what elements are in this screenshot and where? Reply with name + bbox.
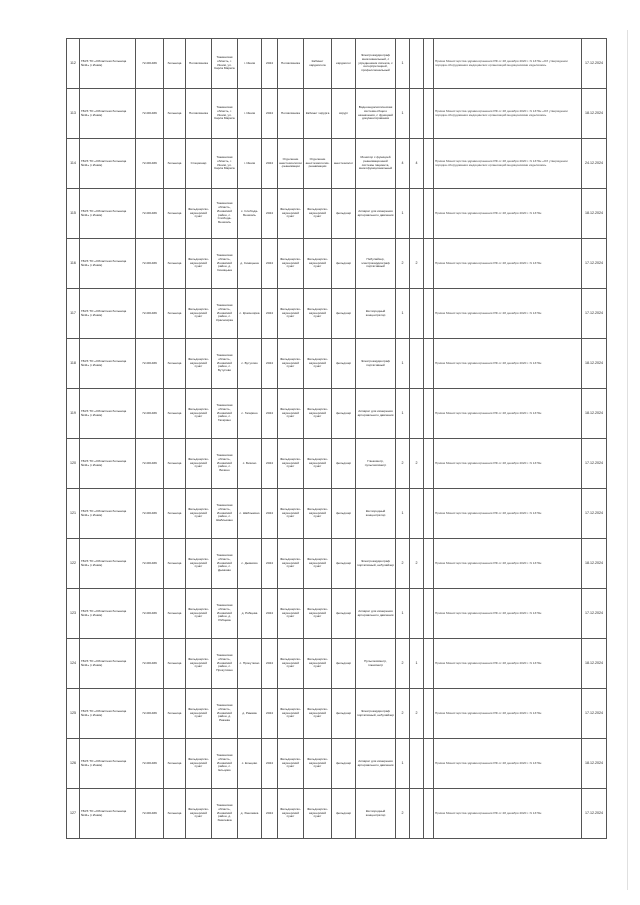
cell-date: 17.12.2024 (582, 239, 607, 289)
cell-department: Фельдшерско-акушерский пункт (278, 439, 304, 489)
cell-org-type: больница (164, 289, 186, 339)
cell-date: 18.12.2024 (582, 339, 607, 389)
cell-room: Фельдшерско-акушерский пункт (304, 739, 332, 789)
cell-address: Тюменская область, Ишимский район, с. Гагарино (212, 389, 238, 439)
cell-room: Фельдшерско-акушерский пункт (304, 439, 332, 489)
cell-quantity-2 (410, 589, 424, 639)
cell-org-name: ГБУЗ ТО «Областная больница №11» (г.Ишим) (80, 439, 136, 489)
cell-legal-basis: Приказ Министерства здравоохранения РФ от 28 декабря 2020 г. N 1379н «Об утверждении порядка оборудования медицинских организаций медицинскими изделиями» (434, 89, 582, 139)
cell-position: фельдшер (332, 439, 356, 489)
table-row (67, 639, 607, 689)
cell-org-name: ГБУЗ ТО «Областная больница №11» (г.Ишим) (80, 539, 136, 589)
cell-blank (424, 189, 434, 239)
cell-org-name: ГБУЗ ТО «Областная больница №11» (г.Ишим) (80, 639, 136, 689)
cell-locality: д. Хмелевка (238, 789, 262, 839)
cell-locality: с. Гагарино (238, 389, 262, 439)
cell-quantity: 1 (396, 39, 410, 89)
cell-org-name: ГБУЗ ТО «Областная больница №11» (г.Ишим) (80, 689, 136, 739)
cell-org-code: 72-001466 (136, 289, 164, 339)
cell-equipment: Аппарат для измерения артериального давления (356, 389, 396, 439)
cell-blank (424, 739, 434, 789)
cell-room: Отделение анестезиологии-реанимации (304, 139, 332, 189)
cell-quantity-2: 2 (410, 239, 424, 289)
cell-org-code: 72-001466 (136, 189, 164, 239)
cell-subdivision: Фельдшерско-акушерский пункт (186, 489, 212, 539)
table-row (67, 489, 607, 539)
cell-department: Фельдшерско-акушерский пункт (278, 639, 304, 689)
cell-equipment: Электрокардиограф многоканальный, с усреднением сигнала, с интерпретацией, профессиональный (356, 39, 396, 89)
cell-org-type: больница (164, 239, 186, 289)
cell-org-type: больница (164, 389, 186, 439)
cell-year: 2024 (262, 239, 278, 289)
cell-quantity-2: 4 (410, 139, 424, 189)
table-row (67, 139, 607, 189)
cell-room: Кабинет хирурга (304, 89, 332, 139)
cell-subdivision: Фельдшерско-акушерский пункт (186, 689, 212, 739)
cell-address: Тюменская область, Ишимский район, с. Прокуткино (212, 639, 238, 689)
cell-year: 2024 (262, 789, 278, 839)
cell-legal-basis: Приказ Министерства здравоохранения РФ от 28 декабря 2020 г. N 1379н (434, 189, 582, 239)
cell-position: фельдшер (332, 539, 356, 589)
cell-locality: с. Прокуткино (238, 639, 262, 689)
cell-department: Фельдшерско-акушерский пункт (278, 789, 304, 839)
cell-org-type: больница (164, 739, 186, 789)
cell-quantity: 2 (396, 789, 410, 839)
cell-org-type: больница (164, 189, 186, 239)
cell-org-name: ГБУЗ ТО «Областная больница №11» (г.Ишим) (80, 589, 136, 639)
cell-subdivision: Фельдшерско-акушерский пункт (186, 789, 212, 839)
cell-address: Тюменская область, Ишимский район, с. Бутусово (212, 339, 238, 389)
cell-date: 17.12.2024 (582, 489, 607, 539)
cell-address: Тюменская область, Ишимский район, д. Ражева (212, 689, 238, 739)
cell-org-code: 72-001466 (136, 639, 164, 689)
cell-quantity-2: 2 (410, 689, 424, 739)
cell-blank (424, 89, 434, 139)
cell-equipment: Небулайзер, электрокардиограф портативный (356, 239, 396, 289)
cell-department: Фельдшерско-акушерский пункт (278, 189, 304, 239)
cell-row-number: 117 (67, 289, 80, 339)
cell-blank (424, 489, 434, 539)
cell-date: 17.12.2024 (582, 39, 607, 89)
cell-equipment: Глюкометр, пульсоксиметр (356, 439, 396, 489)
cell-equipment: Электрокардиограф портативный, небулайзер (356, 689, 396, 739)
cell-year: 2024 (262, 639, 278, 689)
cell-legal-basis: Приказ Министерства здравоохранения РФ от 28 декабря 2020 г. N 1379н «Об утверждении порядка оборудования медицинских организаций медицинскими изделиями» (434, 39, 582, 89)
cell-blank (424, 139, 434, 189)
cell-quantity: 1 (396, 189, 410, 239)
cell-org-name: ГБУЗ ТО «Областная больница №11» (г.Ишим) (80, 289, 136, 339)
cell-year: 2024 (262, 139, 278, 189)
cell-row-number: 112 (67, 39, 80, 89)
cell-org-code: 72-001466 (136, 439, 164, 489)
cell-row-number: 116 (67, 239, 80, 289)
cell-date: 17.12.2024 (582, 289, 607, 339)
cell-subdivision: Фельдшерско-акушерский пункт (186, 589, 212, 639)
cell-org-type: больница (164, 589, 186, 639)
cell-row-number: 126 (67, 739, 80, 789)
cell-org-name: ГБУЗ ТО «Областная больница №11» (г.Ишим) (80, 789, 136, 839)
cell-equipment: Аппарат для измерения артериального давления (356, 739, 396, 789)
cell-equipment: Кислородный концентратор (356, 289, 396, 339)
cell-address: Тюменская область, Ишимский район, с. Красноярка (212, 289, 238, 339)
cell-org-code: 72-001466 (136, 389, 164, 439)
cell-equipment: Электрокардиограф портативный (356, 339, 396, 389)
cell-locality: д. Ражева (238, 689, 262, 739)
cell-org-type: больница (164, 39, 186, 89)
cell-org-type: больница (164, 689, 186, 739)
cell-position: фельдшер (332, 489, 356, 539)
cell-org-code: 72-001466 (136, 789, 164, 839)
cell-quantity: 2 (396, 539, 410, 589)
cell-row-number: 113 (67, 89, 80, 139)
cell-department: Фельдшерско-акушерский пункт (278, 739, 304, 789)
cell-row-number: 124 (67, 639, 80, 689)
cell-org-type: больница (164, 639, 186, 689)
cell-department: Фельдшерско-акушерский пункт (278, 389, 304, 439)
cell-position: фельдшер (332, 389, 356, 439)
cell-department: Отделение анестезиологии-реанимации (278, 139, 304, 189)
cell-address: Тюменская область, г. Ишим, ул. Карла Маркса (212, 39, 238, 89)
cell-org-name: ГБУЗ ТО «Областная больница №11» (г.Ишим) (80, 39, 136, 89)
cell-year: 2024 (262, 739, 278, 789)
cell-date: 18.12.2024 (582, 639, 607, 689)
cell-subdivision: Фельдшерско-акушерский пункт (186, 289, 212, 339)
cell-legal-basis: Приказ Министерства здравоохранения РФ от 28 декабря 2020 г. N 1379н (434, 289, 582, 339)
cell-locality: д. Синицына (238, 239, 262, 289)
cell-subdivision: Фельдшерско-акушерский пункт (186, 239, 212, 289)
table-row (67, 239, 607, 289)
cell-subdivision: Поликлиника (186, 89, 212, 139)
cell-row-number: 120 (67, 439, 80, 489)
cell-department: Фельдшерско-акушерский пункт (278, 289, 304, 339)
cell-quantity: 2 (396, 439, 410, 489)
cell-equipment: Кислородный концентратор (356, 489, 396, 539)
cell-subdivision: Фельдшерско-акушерский пункт (186, 739, 212, 789)
cell-position: фельдшер (332, 339, 356, 389)
cell-legal-basis: Приказ Министерства здравоохранения РФ от 28 декабря 2020 г. N 1379н (434, 439, 582, 489)
cell-subdivision: Фельдшерско-акушерский пункт (186, 439, 212, 489)
cell-subdivision: Фельдшерско-акушерский пункт (186, 339, 212, 389)
cell-subdivision: Фельдшерско-акушерский пункт (186, 389, 212, 439)
cell-room: Фельдшерско-акушерский пункт (304, 289, 332, 339)
cell-locality: д. Рябцева (238, 589, 262, 639)
cell-blank (424, 439, 434, 489)
cell-equipment: Аппарат для измерения артериального давления (356, 189, 396, 239)
cell-date: 17.12.2024 (582, 789, 607, 839)
cell-blank (424, 689, 434, 739)
cell-org-type: больница (164, 789, 186, 839)
cell-legal-basis: Приказ Министерства здравоохранения РФ от 28 декабря 2020 г. N 1379н (434, 589, 582, 639)
cell-blank (424, 39, 434, 89)
cell-position: фельдшер (332, 289, 356, 339)
cell-org-name: ГБУЗ ТО «Областная больница №11» (г.Ишим) (80, 139, 136, 189)
cell-position: хирург (332, 89, 356, 139)
cell-quantity-2 (410, 89, 424, 139)
cell-locality: с. Бизино (238, 439, 262, 489)
cell-department: Фельдшерско-акушерский пункт (278, 489, 304, 539)
cell-position: фельдшер (332, 689, 356, 739)
cell-quantity: 1 (396, 739, 410, 789)
table-row (67, 339, 607, 389)
cell-year: 2024 (262, 489, 278, 539)
cell-room: Фельдшерско-акушерский пункт (304, 389, 332, 439)
cell-address: Тюменская область, Ишимский район, д. Хмелевка (212, 789, 238, 839)
cell-row-number: 127 (67, 789, 80, 839)
table-row (67, 389, 607, 439)
cell-position: фельдшер (332, 589, 356, 639)
cell-subdivision: Фельдшерско-акушерский пункт (186, 189, 212, 239)
cell-org-code: 72-001466 (136, 489, 164, 539)
cell-quantity-2: 2 (410, 439, 424, 489)
cell-room: Фельдшерско-акушерский пункт (304, 789, 332, 839)
cell-legal-basis: Приказ Министерства здравоохранения РФ от 28 декабря 2020 г. N 1379н (434, 389, 582, 439)
cell-blank (424, 639, 434, 689)
cell-locality: с. Слобода-Бешкиль (238, 189, 262, 239)
cell-room: Фельдшерско-акушерский пункт (304, 189, 332, 239)
cell-department: Фельдшерско-акушерский пункт (278, 539, 304, 589)
cell-org-name: ГБУЗ ТО «Областная больница №11» (г.Ишим) (80, 339, 136, 389)
cell-org-code: 72-001466 (136, 539, 164, 589)
cell-quantity: 1 (396, 589, 410, 639)
cell-address: Тюменская область, Ишимский район, с. Шаблыкино (212, 489, 238, 539)
cell-quantity-2 (410, 789, 424, 839)
cell-year: 2024 (262, 339, 278, 389)
cell-quantity: 2 (396, 639, 410, 689)
cell-date: 18.12.2024 (582, 189, 607, 239)
cell-legal-basis: Приказ Министерства здравоохранения РФ от 28 декабря 2020 г. N 1379н (434, 489, 582, 539)
cell-address: Тюменская область, Ишимский район, с. Дымково (212, 539, 238, 589)
cell-address: Тюменская область, г. Ишим, ул. Карла Маркса (212, 139, 238, 189)
cell-quantity: 4 (396, 139, 410, 189)
cell-room: Фельдшерско-акушерский пункт (304, 239, 332, 289)
scan-edge (627, 30, 628, 890)
cell-locality: г. Ишим (238, 139, 262, 189)
cell-date: 24.12.2024 (582, 139, 607, 189)
cell-room: Фельдшерско-акушерский пункт (304, 589, 332, 639)
cell-department: Фельдшерско-акушерский пункт (278, 689, 304, 739)
cell-date: 18.12.2024 (582, 539, 607, 589)
cell-address: Тюменская область, Ишимский район, с. Слобода-Бешкиль (212, 189, 238, 239)
cell-year: 2024 (262, 439, 278, 489)
cell-year: 2024 (262, 539, 278, 589)
cell-blank (424, 389, 434, 439)
cell-department: Фельдшерско-акушерский пункт (278, 589, 304, 639)
cell-year: 2024 (262, 289, 278, 339)
table-row (67, 539, 607, 589)
table-row (67, 689, 607, 739)
cell-row-number: 122 (67, 539, 80, 589)
cell-position: фельдшер (332, 189, 356, 239)
cell-subdivision: Поликлиника (186, 39, 212, 89)
cell-equipment: Кислородный концентратор (356, 789, 396, 839)
cell-locality: с. Красноярка (238, 289, 262, 339)
table-row (67, 39, 607, 89)
cell-year: 2024 (262, 389, 278, 439)
cell-org-code: 72-001466 (136, 739, 164, 789)
cell-blank (424, 789, 434, 839)
cell-department: Фельдшерско-акушерский пункт (278, 339, 304, 389)
cell-legal-basis: Приказ Министерства здравоохранения РФ от 28 декабря 2020 г. N 1379н (434, 339, 582, 389)
cell-legal-basis: Приказ Министерства здравоохранения РФ от 28 декабря 2020 г. N 1379н (434, 539, 582, 589)
cell-quantity-2: 1 (410, 639, 424, 689)
cell-org-code: 72-001466 (136, 239, 164, 289)
cell-position: анестезиолог (332, 139, 356, 189)
cell-legal-basis: Приказ Министерства здравоохранения РФ от 28 декабря 2020 г. N 1379н (434, 789, 582, 839)
document-page (66, 38, 606, 896)
cell-subdivision: Фельдшерско-акушерский пункт (186, 539, 212, 589)
cell-legal-basis: Приказ Министерства здравоохранения РФ от 28 декабря 2020 г. N 1379н (434, 689, 582, 739)
cell-equipment: Электрокардиограф портативный, небулайзер (356, 539, 396, 589)
table-body (67, 39, 607, 839)
cell-equipment: Пульсоксиметр, глюкометр (356, 639, 396, 689)
cell-org-name: ГБУЗ ТО «Областная больница №11» (г.Ишим) (80, 489, 136, 539)
cell-legal-basis: Приказ Министерства здравоохранения РФ от 28 декабря 2020 г. N 1379н (434, 239, 582, 289)
cell-blank (424, 589, 434, 639)
cell-quantity: 1 (396, 389, 410, 439)
cell-room: Фельдшерско-акушерский пункт (304, 639, 332, 689)
cell-address: Тюменская область, Ишимский район, с. Ельцово (212, 739, 238, 789)
cell-position: фельдшер (332, 639, 356, 689)
cell-org-name: ГБУЗ ТО «Областная больница №11» (г.Ишим) (80, 189, 136, 239)
cell-year: 2024 (262, 39, 278, 89)
cell-year: 2024 (262, 189, 278, 239)
cell-blank (424, 289, 434, 339)
cell-quantity: 1 (396, 89, 410, 139)
cell-department: Фельдшерско-акушерский пункт (278, 239, 304, 289)
cell-address: Тюменская область, Ишимский район, д. Рябцева (212, 589, 238, 639)
cell-room: Фельдшерско-акушерский пункт (304, 339, 332, 389)
table-row (67, 289, 607, 339)
cell-room: Фельдшерско-акушерский пункт (304, 489, 332, 539)
cell-year: 2024 (262, 689, 278, 739)
cell-row-number: 125 (67, 689, 80, 739)
cell-org-name: ГБУЗ ТО «Областная больница №11» (г.Ишим) (80, 239, 136, 289)
cell-position: кардиолог (332, 39, 356, 89)
cell-date: 18.12.2024 (582, 389, 607, 439)
table-row (67, 739, 607, 789)
cell-org-type: больница (164, 89, 186, 139)
cell-blank (424, 539, 434, 589)
cell-subdivision: Стационар (186, 139, 212, 189)
cell-blank (424, 239, 434, 289)
table-row (67, 789, 607, 839)
cell-row-number: 119 (67, 389, 80, 439)
cell-org-type: больница (164, 439, 186, 489)
cell-locality: г. Ишим (238, 89, 262, 139)
cell-quantity: 1 (396, 289, 410, 339)
cell-row-number: 115 (67, 189, 80, 239)
cell-row-number: 121 (67, 489, 80, 539)
cell-subdivision: Фельдшерско-акушерский пункт (186, 639, 212, 689)
cell-address: Тюменская область, Ишимский район, с. Бизино (212, 439, 238, 489)
cell-locality: г. Ишим (238, 39, 262, 89)
cell-row-number: 118 (67, 339, 80, 389)
cell-room: Кабинет кардиолога (304, 39, 332, 89)
cell-org-type: больница (164, 339, 186, 389)
cell-locality: с. Шаблыкино (238, 489, 262, 539)
cell-date: 17.12.2024 (582, 589, 607, 639)
cell-locality: с. Бутусово (238, 339, 262, 389)
cell-org-code: 72-001466 (136, 689, 164, 739)
cell-quantity: 1 (396, 339, 410, 389)
cell-row-number: 123 (67, 589, 80, 639)
cell-quantity: 2 (396, 239, 410, 289)
equipment-table (66, 38, 607, 839)
cell-locality: с. Ельцово (238, 739, 262, 789)
cell-quantity-2 (410, 39, 424, 89)
cell-org-name: ГБУЗ ТО «Областная больница №11» (г.Ишим) (80, 89, 136, 139)
cell-org-name: ГБУЗ ТО «Областная больница №11» (г.Ишим) (80, 389, 136, 439)
cell-quantity-2 (410, 489, 424, 539)
cell-quantity-2 (410, 189, 424, 239)
cell-org-name: ГБУЗ ТО «Областная больница №11» (г.Ишим) (80, 739, 136, 789)
cell-room: Фельдшерско-акушерский пункт (304, 539, 332, 589)
cell-quantity: 1 (396, 489, 410, 539)
cell-quantity-2 (410, 339, 424, 389)
cell-room: Фельдшерско-акушерский пункт (304, 689, 332, 739)
cell-quantity: 2 (396, 689, 410, 739)
cell-date: 18.12.2024 (582, 739, 607, 789)
table-row (67, 189, 607, 239)
cell-legal-basis: Приказ Министерства здравоохранения РФ от 28 декабря 2020 г. N 1379н (434, 739, 582, 789)
cell-date: 18.12.2024 (582, 89, 607, 139)
cell-equipment: Монитор с функцией реанимационной системы пациента, многофункциональный (356, 139, 396, 189)
cell-org-code: 72-001466 (136, 589, 164, 639)
table-row (67, 89, 607, 139)
cell-date: 17.12.2024 (582, 689, 607, 739)
cell-org-type: больница (164, 489, 186, 539)
cell-position: фельдшер (332, 789, 356, 839)
table-row (67, 589, 607, 639)
cell-quantity-2 (410, 289, 424, 339)
cell-department: Поликлиника (278, 89, 304, 139)
cell-department: Поликлиника (278, 39, 304, 89)
cell-year: 2024 (262, 589, 278, 639)
cell-legal-basis: Приказ Министерства здравоохранения РФ от 28 декабря 2020 г. N 1379н (434, 639, 582, 689)
cell-org-code: 72-001466 (136, 89, 164, 139)
cell-org-type: больница (164, 539, 186, 589)
cell-blank (424, 339, 434, 389)
cell-equipment: Аппарат для измерения артериального давления (356, 589, 396, 639)
cell-org-code: 72-001466 (136, 39, 164, 89)
cell-year: 2024 (262, 89, 278, 139)
cell-org-type: больница (164, 139, 186, 189)
cell-locality: с. Дымково (238, 539, 262, 589)
table-row (67, 439, 607, 489)
cell-org-code: 72-001466 (136, 139, 164, 189)
cell-legal-basis: Приказ Министерства здравоохранения РФ от 28 декабря 2020 г. N 1379н «Об утверждении порядка оборудования медицинских организаций медицинскими изделиями» (434, 139, 582, 189)
cell-address: Тюменская область, Ишимский район, д. Синицына (212, 239, 238, 289)
cell-equipment: Видеоэндоскопическая система общего назначения, с функцией документирования (356, 89, 396, 139)
cell-quantity-2 (410, 739, 424, 789)
cell-quantity-2 (410, 389, 424, 439)
cell-position: фельдшер (332, 739, 356, 789)
cell-org-code: 72-001466 (136, 339, 164, 389)
cell-date: 17.12.2024 (582, 439, 607, 489)
cell-row-number: 114 (67, 139, 80, 189)
cell-position: фельдшер (332, 239, 356, 289)
cell-quantity-2: 2 (410, 539, 424, 589)
cell-address: Тюменская область, г. Ишим, ул. Карла Маркса (212, 89, 238, 139)
